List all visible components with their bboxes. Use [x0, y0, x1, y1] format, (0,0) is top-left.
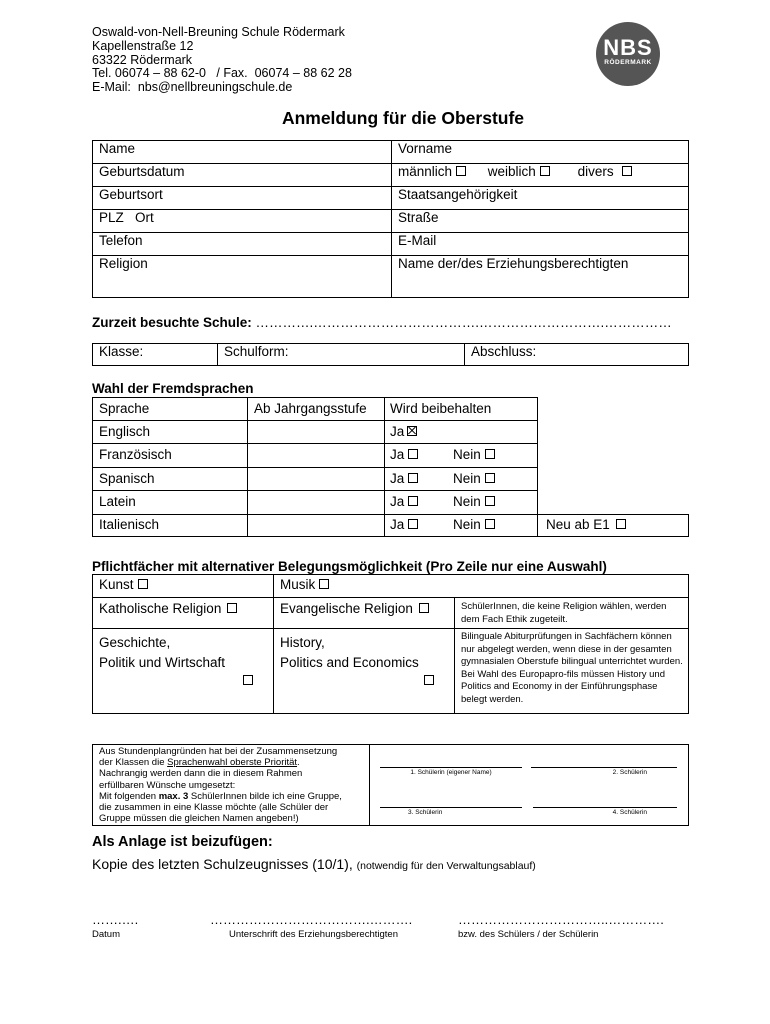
spanisch-ja[interactable]: Ja [390, 471, 418, 486]
italienisch-neu[interactable]: Neu ab E1 [546, 517, 626, 532]
lang-englisch: Englisch [99, 424, 151, 439]
italienisch-ja[interactable]: Ja [390, 517, 418, 532]
franzoesisch-nein-checkbox[interactable] [485, 449, 495, 459]
weiblich-label: weiblich [487, 164, 536, 179]
weiblich-checkbox[interactable] [540, 166, 550, 176]
class-table [92, 343, 689, 366]
school-name: Oswald-von-Nell-Breuning Schule Rödermark [92, 25, 345, 39]
italienisch-nein[interactable]: Nein [453, 517, 495, 532]
history-label: History, Politics and Economics [280, 635, 419, 670]
schueler-1-line[interactable] [380, 767, 522, 768]
italienisch-ja-checkbox[interactable] [408, 519, 418, 529]
telefon-field[interactable]: Telefon [93, 233, 392, 256]
kunst-checkbox[interactable] [138, 579, 148, 589]
kath-option[interactable]: Katholische Religion [99, 601, 237, 616]
kunst-option[interactable]: Kunst [99, 577, 148, 592]
col-jahrgang: Ab Jahrgangsstufe [254, 401, 367, 416]
abschluss-field[interactable]: Abschluss: [465, 344, 689, 366]
franzoesisch-ja[interactable]: Ja [390, 447, 418, 462]
name-field[interactable]: Name [93, 141, 392, 164]
italienisch-nein-checkbox[interactable] [485, 519, 495, 529]
latein-ja-checkbox[interactable] [408, 496, 418, 506]
current-school-label: Zurzeit besuchte Schule: ………….……………………………….……………………….…………… [92, 315, 672, 330]
page-title: Anmeldung für die Oberstufe [281, 108, 525, 128]
school-email: E-Mail: nbs@nellbreuningschule.de [92, 80, 293, 95]
personal-table [92, 140, 689, 298]
unterschrift-line[interactable]: ……………………………….………. [210, 912, 413, 927]
latein-nein[interactable]: Nein [453, 494, 495, 509]
anlage-heading: Als Anlage ist beizufügen: [92, 834, 273, 850]
school-phone: Tel. 06074 – 88 62-0 / Fax. 06074 – 88 62 28 [92, 66, 352, 81]
spanisch-nein[interactable]: Nein [453, 471, 495, 486]
religion-field[interactable]: Religion [93, 256, 392, 298]
schueler-label: bzw. des Schülers / der Schülerin [458, 929, 599, 940]
schueler-4-label: 4. Schülerin [612, 809, 647, 816]
franzoesisch-ja-checkbox[interactable] [408, 449, 418, 459]
languages-table [92, 397, 689, 537]
lang-italienisch: Italienisch [99, 517, 160, 532]
maennlich-checkbox[interactable] [456, 166, 466, 176]
franzoesisch-nein[interactable]: Nein [453, 447, 495, 462]
email-field[interactable]: E-Mail [392, 233, 689, 256]
schueler-1-label: 1. Schülerin (eigener Name) [410, 769, 492, 776]
ethik-note: SchülerInnen, die keine Religion wählen, werden dem Fach Ethik zugeteilt. [461, 601, 667, 625]
musik-option[interactable]: Musik [280, 577, 329, 592]
spanisch-nein-checkbox[interactable] [485, 473, 495, 483]
englisch-ja-checkbox[interactable] [407, 426, 417, 436]
datum-label: Datum [92, 929, 120, 940]
strasse-field[interactable]: Straße [392, 210, 689, 233]
latein-nein-checkbox[interactable] [485, 496, 495, 506]
datum-line[interactable]: …….…. [92, 912, 139, 927]
group-text: Aus Stundenplangründen hat bei der Zusammensetzung der Klassen die Sprachenwahl oberste Priorität. Nachrangig werden dann die in diesem Rahmen erfüllbaren Wünsche umgesetzt: Mit folgenden max. 3 SchülerInnen bilde ich eine Gruppe, die zusammen in eine Klasse möchte (alle Schüler der Gruppe müssen die gleichen Namen angeben!) [99, 746, 342, 825]
schueler-4-line[interactable] [533, 807, 677, 808]
anlage-text: Kopie des letzten Schulzeugnisses (10/1), (notwendig für den Verwaltungsablauf) [92, 856, 536, 872]
current-school-input[interactable]: ………….……………………………….……………………….…………… [255, 315, 672, 330]
ev-checkbox[interactable] [419, 603, 429, 613]
geschichte-label: Geschichte, Politik und Wirtschaft [99, 635, 226, 670]
schueler-3-label: 3. Schülerin [408, 809, 443, 816]
staatsangehoerigkeit-field[interactable]: Staatsangehörigkeit [392, 187, 689, 210]
italienisch-neu-checkbox[interactable] [616, 519, 626, 529]
col-beibehalten: Wird beibehalten [390, 401, 492, 416]
latein-ja[interactable]: Ja [390, 494, 418, 509]
maennlich-label: männlich [398, 164, 453, 179]
ev-option[interactable]: Evangelische Religion [280, 601, 429, 616]
geschichte-checkbox[interactable] [243, 675, 253, 685]
divers-label: divers [577, 164, 614, 179]
erziehungsberechtigte-field[interactable]: Name der/des Erziehungsberechtigten [392, 256, 689, 298]
kath-checkbox[interactable] [227, 603, 237, 613]
lang-franzoesisch: Französisch [99, 447, 172, 462]
schueler-unterschrift-line[interactable]: ……………………………..…………. [458, 912, 664, 927]
divers-checkbox[interactable] [622, 166, 632, 176]
col-sprache: Sprache [99, 401, 150, 416]
lang-latein: Latein [99, 494, 136, 509]
spanisch-ja-checkbox[interactable] [408, 473, 418, 483]
unterschrift-label: Unterschrift des Erziehungsberechtigten [229, 929, 398, 940]
history-option[interactable] [420, 672, 434, 690]
school-city: 63322 Rödermark [92, 52, 193, 67]
geburtsdatum-field[interactable]: Geburtsdatum [93, 164, 392, 187]
schueler-2-label: 2. Schülerin [612, 769, 647, 776]
nbs-logo: NBS RÖDERMARK [596, 22, 660, 86]
geburtsort-field[interactable]: Geburtsort [93, 187, 392, 210]
history-checkbox[interactable] [424, 675, 434, 685]
klasse-field[interactable]: Klasse: [93, 344, 218, 366]
musik-checkbox[interactable] [319, 579, 329, 589]
geschichte-option[interactable] [239, 672, 253, 690]
schueler-3-line[interactable] [380, 807, 522, 808]
schulform-field[interactable]: Schulform: [218, 344, 465, 366]
languages-heading: Wahl der Fremdsprachen [92, 381, 254, 396]
vorname-field[interactable]: Vorname [392, 141, 689, 164]
school-address [92, 26, 352, 95]
bilingual-note: Bilinguale Abiturprüfungen in Sachfächern können nur abgelegt werden, wenn diese in der gesamten gymnasialen Oberstufe bilingual unterrichtet wurden. Bei Wahl des Europapro-fils müssen History und Politics and Economy in der Einführungsphase belegt werden. [461, 631, 683, 705]
group-box [92, 744, 689, 826]
lang-spanisch: Spanisch [99, 471, 155, 486]
pflicht-heading: Pflichtfächer mit alternativer Belegungsmöglichkeit (Pro Zeile nur eine Auswahl) [92, 559, 607, 574]
plz-ort-field[interactable]: PLZ Ort [93, 210, 392, 233]
pflicht-table [92, 574, 689, 714]
school-street: Kapellenstraße 12 [92, 38, 194, 53]
schueler-2-line[interactable] [531, 767, 677, 768]
englisch-ja[interactable]: Ja [390, 424, 417, 439]
